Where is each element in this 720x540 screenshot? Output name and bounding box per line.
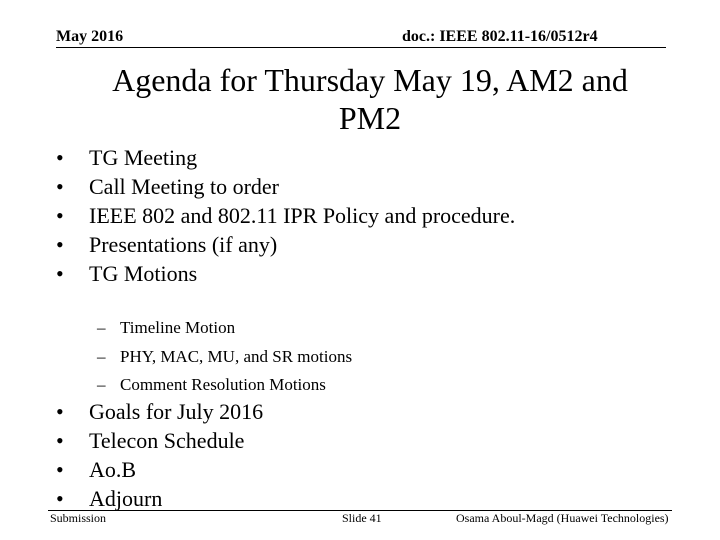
footer-author: Osama Aboul-Magd (Huawei Technologies) xyxy=(456,511,669,525)
agenda-item-label: IEEE 802 and 802.11 IPR Policy and procedure. xyxy=(89,203,516,228)
bullet-icon: • xyxy=(56,457,64,482)
bullet-icon: • xyxy=(56,428,64,453)
bullet-icon: • xyxy=(56,145,64,170)
bullet-icon: • xyxy=(56,203,64,228)
agenda-item xyxy=(48,484,263,513)
agenda-item-label: Ao.B xyxy=(89,457,137,482)
motions-sublist xyxy=(97,314,352,400)
slide-title-line-2: PM2 xyxy=(338,100,402,136)
bullet-icon: • xyxy=(56,261,64,286)
agenda-item-label: Telecon Schedule xyxy=(89,428,245,453)
slide-title-line-1: Agenda for Thursday May 19, AM2 and xyxy=(112,62,628,98)
sub-item xyxy=(97,343,352,372)
header-doc-id: doc.: IEEE 802.11-16/0512r4 xyxy=(402,28,598,45)
bullet-icon: • xyxy=(56,174,64,199)
bullet-icon: • xyxy=(56,232,64,257)
dash-icon: – xyxy=(97,346,106,366)
dash-icon: – xyxy=(97,318,106,337)
agenda-list-main xyxy=(48,143,515,288)
agenda-item xyxy=(48,426,263,455)
bullet-icon: • xyxy=(56,486,64,511)
dash-icon: – xyxy=(97,375,106,394)
agenda-item xyxy=(48,397,263,426)
slide-title xyxy=(60,61,680,137)
agenda-item xyxy=(48,143,515,172)
agenda-item xyxy=(48,455,263,484)
agenda-item xyxy=(48,172,515,201)
sub-item-label: Comment Resolution Motions xyxy=(120,375,326,394)
sub-item xyxy=(97,314,352,343)
agenda-item-label: TG Motions xyxy=(89,261,198,286)
header-date: May 2016 xyxy=(56,28,124,45)
bullet-icon: • xyxy=(56,399,64,424)
sub-item-label: Timeline Motion xyxy=(120,318,236,337)
agenda-item xyxy=(48,230,515,259)
agenda-item-label: Goals for July 2016 xyxy=(89,399,264,424)
header-divider xyxy=(56,47,666,48)
agenda-item-label: Presentations (if any) xyxy=(89,232,278,257)
sub-item-label: PHY, MAC, MU, and SR motions xyxy=(120,346,353,366)
agenda-item-label: Adjourn xyxy=(89,486,163,511)
agenda-item-label: TG Meeting xyxy=(89,145,198,170)
agenda-item xyxy=(48,201,515,230)
agenda-item xyxy=(48,259,515,288)
footer-slide-number: Slide 41 xyxy=(342,511,382,525)
agenda-list-closing xyxy=(48,397,263,513)
agenda-item-label: Call Meeting to order xyxy=(89,174,280,199)
sub-item xyxy=(97,371,352,400)
footer-submission: Submission xyxy=(50,511,107,525)
